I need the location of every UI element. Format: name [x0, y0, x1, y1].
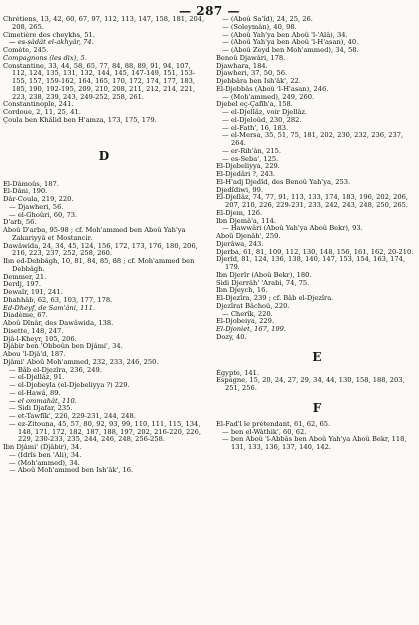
index-entry: El-Djebbâs (Aboû 'l-H'asan), 246. [216, 84, 329, 93]
index-entry: — (Aboû Sa'îd), 24, 25, 26. [222, 15, 313, 23]
index-entry: Cimetière des cheykhs, 51. [3, 30, 95, 39]
index-entry: Chrétiens, 13, 42, 60, 67, 97, 112, 113, 147, 158, 181, 204, 208, 265. [3, 15, 205, 31]
index-entry: — ben el-Wâthik', 60, 62. [222, 427, 307, 436]
index-entry: Constantine, 33, 44, 58, 65, 77, 84, 88, 89, 91, 94, 107, 112, 124, 135, 131, 132, 144, 145, 147-149, 151, 153-155, 157, 159-162, 164, 165, 170, 172, 174, 177, 183, 185, 190, 192-195, 209, 210, 208, 211, 212, 214, 221, 223, 238, 239, 243, 249-252, 258, 261. [3, 61, 196, 101]
index-entry: — Djawheri, 56. [9, 202, 64, 211]
index-entry: Derdj, 197. [3, 280, 42, 289]
index-entry: El-Djezîra, 239 ; cf. Bâb el-Djezîra. [216, 294, 334, 302]
index-entry: Ibn Djemâ'a, 114. [216, 216, 277, 225]
index-entry: Aboû Djenâh', 259. [216, 232, 281, 240]
index-entry: — Hawwâri (Aboû Yah'ya Aboû Bekr), 93. [222, 224, 363, 233]
index-entry: — el-Djellâz, voir Djellâz. [222, 108, 308, 116]
index-entry: — Sidi Djafar, 235. [9, 404, 73, 413]
index-entry: — el-Djobeyla (el-Djebeliyya ?) 229. [9, 381, 130, 389]
index-entry: Constantinople, 241. [3, 100, 74, 109]
index-entry: — (Soleymân), 40, 98. [222, 22, 297, 31]
index-entry: Djerîd, 81, 124, 136, 138, 140, 147, 153, 154, 163, 174, 179. [216, 255, 406, 271]
section-letter: E [312, 349, 322, 364]
index-entry: El-Djem, 126. [216, 208, 263, 217]
index-entry: Disette, 148, 247. [3, 326, 64, 335]
index-entry: D'arb, 56. [3, 218, 37, 227]
index-entry: Djâbir ben 'Obboûn ben Djâmi', 34. [3, 342, 123, 351]
index-entry: — (Aboû Zeyd ben Moh'ammed), 34, 58. [222, 46, 359, 54]
index-column-right [216, 16, 418, 452]
index-entry: — (Moh'ammed), 34. [9, 458, 80, 467]
index-entry: El-Fad'l le prétendant, 61, 62, 65. [216, 419, 331, 428]
index-entry: — Bâb el-Djezîra, 236, 249. [9, 365, 102, 374]
index-entry: — ben Aboû 'l-Abbâs ben Aboû Yah'ya Aboû Bekr, 118, 131, 133, 136, 137, 140, 142. [222, 435, 407, 451]
index-entry: El-Dâni, 190. [3, 187, 48, 196]
index-entry: — ez-Zitouna, 45, 57, 80, 92, 93, 99, 110, 111, 115, 134, 148, 171, 172, 182, 187, 188, 197, 202, 216-220, 226, 229, 230-233, 235, 244, 246, 248, 256-258. [9, 419, 202, 444]
index-entry: — et-Tawfîk', 226, 229-231, 244, 248. [9, 412, 136, 420]
index-entry: — Cherîk, 220. [222, 309, 273, 318]
index-entry: Ibn Djeych, 16. [216, 286, 268, 295]
index-entry: Dawâwida, 24, 34, 45, 124, 156, 172, 173, 176, 180, 206, 216, 223, 237, 252, 258, 260. [3, 241, 198, 258]
index-entry: Benoû Djawâri, 178. [216, 53, 286, 62]
index-entry: — es-ṣâdât el-akhyâr, 74. [9, 38, 94, 47]
index-entry: Compagnons (les dix), 5. [3, 53, 87, 62]
index-entry: Égypte, 141. [216, 368, 260, 377]
page-number: — 287 — [179, 4, 240, 18]
index-entry: El-Djellâz, 74, 77, 91, 113, 133, 174, 183, 196, 202, 206, 207, 210, 226, 229-231, 233, 242, 243, 248, 250, 265. [216, 193, 409, 209]
index-entry: Aboû Dînâr, des Dawâwida, 138. [3, 319, 114, 327]
index-entry: — (Aboû Yah'ya ben Aboû 'l-'Alâ), 34. [222, 30, 348, 39]
index-entry: — es-Seba', 125. [222, 154, 279, 163]
index-entry: Aboû D'arba, 95-98 ; cf. Moh'ammed ben Aboû Yah'ya Zakariyyâ et Mostancir. [3, 226, 186, 242]
index-entry: — (Moh'ammed), 249, 260. [222, 92, 315, 101]
index-entry: Djawhara, 184. [216, 61, 268, 70]
index-entry: El-Djebeliyya, 229. [216, 162, 280, 171]
index-entry: — el-Djellâz, 91. [9, 373, 65, 382]
index-entry: Djâ-l-Kheyr, 105, 206. [3, 334, 77, 343]
index-entry: El-Djedâri ?, 243. [216, 170, 276, 178]
index-entry: Comète, 245. [3, 46, 49, 54]
index-entry: Djedîdiwi, 99. [216, 185, 263, 194]
index-entry: Demmer, 21. [3, 272, 47, 281]
index-entry: — Aboû Moh'ammed ben Ish'âk', 16. [9, 466, 134, 475]
index-entry: — el-Djeloûd, 230, 282. [222, 115, 302, 124]
index-entry: Ibn Djâmi' (Djâbir), 34. [3, 443, 82, 451]
index-entry: Djâmi' Aboû Moh'ammed, 232, 233, 246, 250. [3, 357, 159, 366]
index-entry: — el-Mersa, 35, 51, 75, 181, 202, 230, 232, 236, 237, 264. [222, 131, 404, 147]
index-entry: Djerâwa, 243. [216, 239, 264, 248]
index-entry: Dewaîr, 191, 241. [3, 288, 63, 296]
index-entry: — (Idrîs ben 'Ali), 34. [9, 450, 82, 459]
index-entry: — el-Ghoûri, 60, 73. [9, 210, 78, 219]
index-entry: — (Aboû Yah'ya ben Aboû 'l-H'asan), 40. [222, 38, 359, 47]
index-entry: Çoula ben Khâlid ben H'amza, 173, 175, 179. [3, 115, 157, 124]
index-entry: — el-Fath', 16, 183. [222, 123, 289, 132]
index-column-left [3, 16, 205, 475]
index-entry: Djerba, 61, 81, 109, 112, 130, 148, 156, 161, 162, 20-210. [216, 247, 414, 256]
index-entry: Cordoue, 2, 11, 25, 41. [3, 108, 81, 116]
index-entry: Djezîrat Bâchoû, 220. [216, 301, 290, 310]
index-entry: El-Djoniet, 167, 199. [216, 325, 286, 333]
index-entry: — el-Hawâ, 89. [9, 388, 61, 397]
index-entry: El-Dâmoûs, 187. [3, 179, 59, 188]
index-entry: Ibn Djerîr (Aboû Bekr), 180. [216, 270, 312, 279]
index-entry: — er-Rih'ân, 215. [222, 146, 281, 155]
index-entry: Dozy, 40. [216, 332, 247, 341]
index-entry: Abou 'l-Djâ'd, 187. [3, 350, 66, 358]
index-entry: Sidi Djerrâh' 'Arabi, 74, 75. [216, 278, 310, 287]
index-entry: Djebel eç-Çafîh'a, 158. [216, 100, 293, 109]
index-entry: El-Djobeiya, 229. [216, 317, 275, 326]
index-entry: El-H'adj Djedîd, des Benoû Yah'ya, 253. [216, 177, 351, 186]
section-letter: F [312, 400, 322, 415]
index-entry: Ibn ed-Debbâgh, 10, 81, 84, 85, 88 ; cf. Moh'ammed ben Debbâgh. [3, 257, 195, 273]
index-entry: Djebbâra ben Ish'âk', 22. [216, 77, 301, 85]
index-entry: Ed-Dheyf, de Sam'âni, 111. [3, 303, 96, 312]
index-entry: — el ommahât, 110. [9, 396, 77, 405]
index-entry: Dhahhâb, 62, 63, 103, 177, 178. [3, 295, 113, 304]
index-entry: Djawheri, 37, 50, 56. [216, 69, 288, 78]
index-entry: Dâr-Coula, 219, 220. [3, 195, 74, 203]
section-letter: D [98, 148, 110, 163]
index-entry: Espagne, 15, 20, 24, 27, 29, 34, 44, 130, 158, 188, 203, 251, 256. [216, 376, 405, 392]
index-entry: Diadème, 67. [3, 311, 48, 320]
